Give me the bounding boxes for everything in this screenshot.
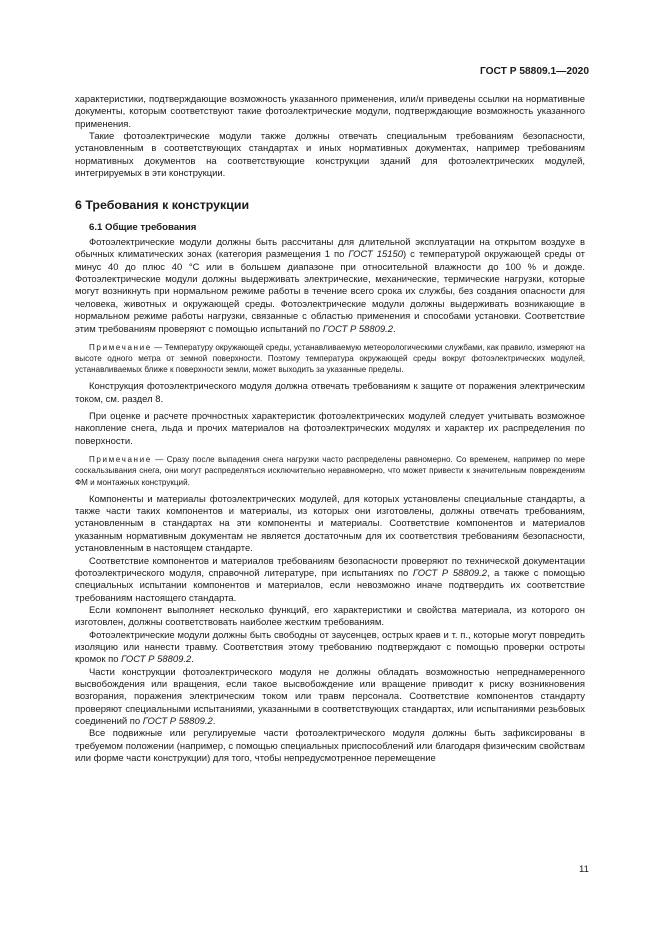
paragraph-release-rotation: Части конструкции фотоэлектрического модуля не должны обладать возможностью непреднамеренного высвобождения или вращения, если такое высвобождение или вращение приводит к риску возникновения возгорания, поражения электрическим током или травм персонала. Соответствие компонентов стандарту проверяют специальными испытаниями, указанными в соответствующих стандартах, или испытаниями резьбовых соединений по ГОСТ Р 58809.2. bbox=[75, 666, 585, 727]
reference-gost-15150: ГОСТ 15150 bbox=[348, 249, 404, 261]
note-snow-distribution: Примечание — Сразу после выпадения снега нагрузки часто распределены равномерно. Со временем, например по мере соскальзывания снега, они могут распределяться исключительно неравномерно, что может привести к значительным повреждениям ФМ и монтажных конструкций. bbox=[75, 455, 585, 487]
reference-gost-58809-2: ГОСТ Р 58809.2 bbox=[412, 567, 487, 579]
note-label: Примечание bbox=[89, 455, 152, 465]
page-number: 11 bbox=[579, 864, 589, 875]
paragraph-multiple-functions: Если компонент выполняет несколько функций, его характеристики и свойства материала, из которого он изготовлен, должны соответствовать наиболее жестким требованиям. bbox=[75, 604, 585, 629]
intro-paragraph-2: Такие фотоэлектрические модули также должны отвечать специальным требованиям безопасности, установленным в соответствующих стандартах и иных нормативных документах, например требованиям нормативных документов на соответствующие конструкции зданий для фотоэлектрических модулей, интегрируемых в эти конструкции. bbox=[75, 131, 585, 180]
reference-gost-58809-2: ГОСТ Р 58809.2 bbox=[142, 715, 213, 727]
paragraph-movable-parts: Все подвижные или регулируемые части фотоэлектрического модуля должны быть зафиксированы в требуемом положении (например, с помощью специальных приспособлений или благодаря физическим свойствам или форме части конструкции) для того, чтобы непредусмотренное перемещение bbox=[75, 728, 585, 764]
paragraph-components-materials: Компоненты и материалы фотоэлектрических модулей, для которых установлены специальные стандарты, а также части таких компонентов и материалы, из которых они изготовлены, должны отвечать требованиям, установленным в стандартах на эти компоненты и материалы. Соответствие компонентов и материалов указанным нормативным документам не является достаточным для их соответствия требованиям безопасности, установленным в настоящем стандарте. bbox=[75, 493, 585, 555]
note-label: Примечание bbox=[89, 342, 152, 352]
paragraph-operating-conditions: Фотоэлектрические модули должны быть рассчитаны для длительной эксплуатации на открытом воздухе в обычных климатических зонах (категория размещения 1 по ГОСТ 15150) с температурой окружающей среды от минус 40 до плюс 40 °С или в большем диапазоне при относительной влажности до 100 % и дожде. Фотоэлектрические модули должны выдерживать электрические, механические, термические нагрузки, которые могут возникнуть при нормальном режиме работы в течение всего срока их службы, без создания опасности для человека, животных и окружающей среды. Фотоэлектрические модули должны выдерживать возникающие в нормальном режиме работы нагрузки, связанные с областью применения и способами установки. Соответствие этим требованиям проверяют с помощью испытаний по ГОСТ Р 58809.2. bbox=[75, 237, 585, 335]
section-title: 6 Требования к конструкции bbox=[75, 198, 250, 213]
paragraph-snow-load: При оценке и расчете прочностных характеристик фотоэлектрических модулей следует учитывать возможное накопление снега, льда и прочих материалов на фотоэлектрических модулях и характер их распределения по поверхности. bbox=[75, 411, 585, 447]
paragraph-electric-shock: Конструкция фотоэлектрического модуля должна отвечать требованиям к защите от поражения электрическим током, см. раздел 8. bbox=[75, 381, 585, 405]
subsection-title: 6.1 Общие требования bbox=[89, 221, 197, 233]
paragraph-conformity-check: Соответствие компонентов и материалов требованиям безопасности проверяют по технической документации фотоэлектрического модуля, справочной литературе, при испытаниях по ГОСТ Р 58809.2, а также с помощью специальных испытании компонентов и материалов, если невозможно иначе подтвердить их соответствие требованиям настоящего стандарта. bbox=[75, 555, 585, 604]
page-body bbox=[75, 94, 585, 765]
paragraph-sharp-edges: Фотоэлектрические модули должны быть свободны от заусенцев, острых краев и т. п., которые могут повредить изоляцию или нанести травму. Соответствия этому требованию подтверждают с помощью проверки остроты кромок по ГОСТ Р 58809.2. bbox=[75, 629, 585, 666]
intro-paragraph-1: характеристики, подтверждающие возможность указанного применения, или/и приведены ссылки на нормативные документы, которым соответствуют такие фотоэлектрические модули, подтверждающие возможность указанного применения. bbox=[75, 94, 585, 130]
document-code-header: ГОСТ Р 58809.1—2020 bbox=[479, 66, 589, 77]
reference-gost-58809-2: ГОСТ Р 58809.2 bbox=[322, 323, 393, 335]
note-ambient-temperature: Примечание — Температуру окружающей среды, устанавливаемую метеорологическими службами, как правило, измеряют на высоте одного метра от земной поверхности. Поэтому температура окружающей среды вокруг фотоэлектрических модулей, устанавливаемых ближе к поверхности земли, может выходить за указанные пределы. bbox=[75, 342, 585, 375]
reference-gost-58809-2: ГОСТ Р 58809.2 bbox=[121, 654, 192, 666]
